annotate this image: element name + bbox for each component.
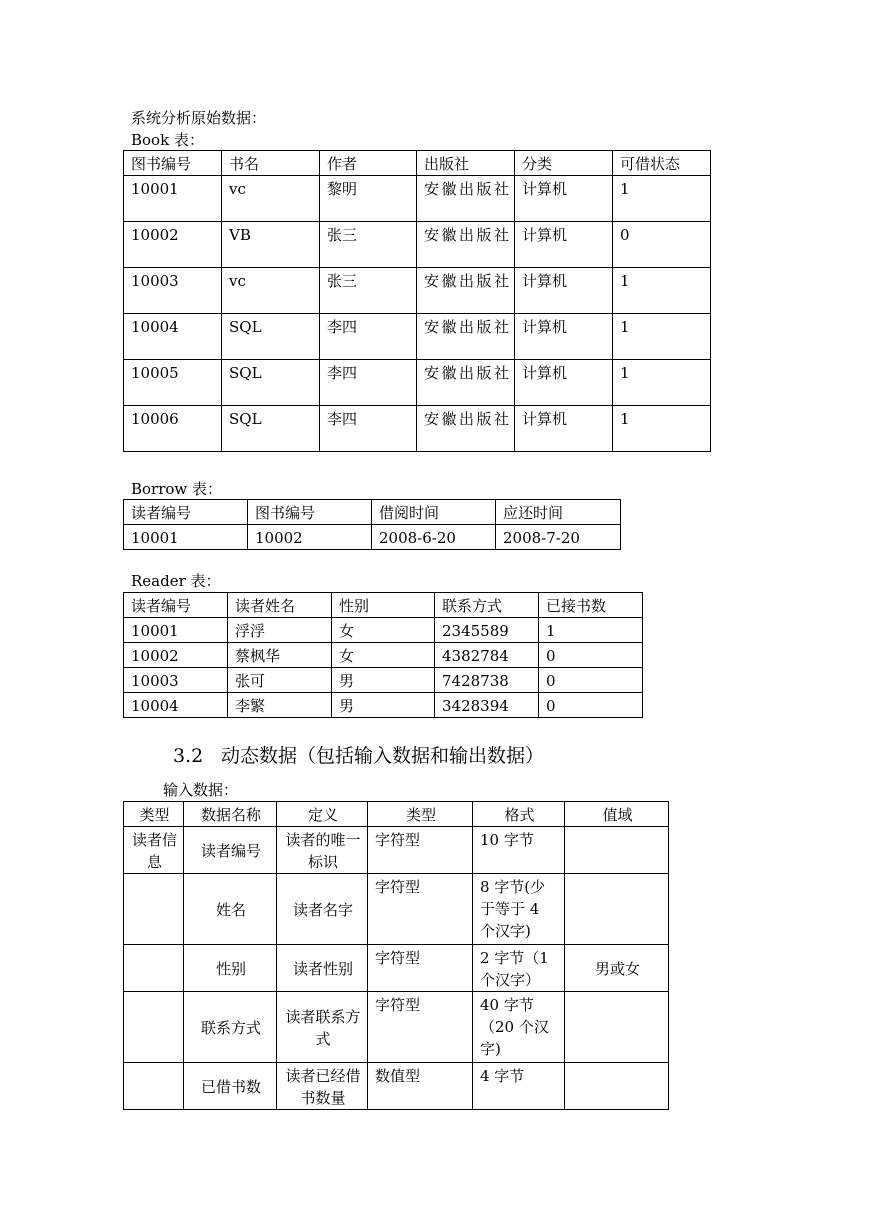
table-cell: 10005	[124, 360, 222, 406]
table-cell: 4382784	[435, 643, 539, 668]
table-cell: vc	[222, 268, 320, 314]
table-cell: 字符型	[368, 874, 473, 945]
table-header-cell: 类型	[124, 802, 184, 827]
table-cell: 浮浮	[228, 618, 332, 643]
table-cell: 李四	[320, 360, 417, 406]
table-cell: 字符型	[368, 945, 473, 992]
table-cell: 安徽出版社	[417, 360, 515, 406]
table-cell	[565, 992, 669, 1063]
table-cell: 10001	[124, 525, 248, 550]
table-cell: 计算机	[515, 314, 613, 360]
table-cell	[124, 992, 184, 1063]
table-cell: 1	[613, 176, 711, 222]
table-cell	[124, 1063, 184, 1110]
table-cell: 张三	[320, 268, 417, 314]
table-cell: 计算机	[515, 360, 613, 406]
table-row	[124, 314, 711, 360]
table-header-cell: 可借状态	[613, 151, 711, 176]
table-cell: 2345589	[435, 618, 539, 643]
table-header-cell: 联系方式	[435, 593, 539, 618]
table-cell	[565, 827, 669, 874]
table-cell: 李繁	[228, 693, 332, 718]
reader-table	[123, 592, 643, 718]
table-cell: 张可	[228, 668, 332, 693]
table-cell: 0	[539, 693, 643, 718]
table-header-row	[124, 802, 669, 827]
table-header-cell: 已接书数	[539, 593, 643, 618]
table-cell: 1	[613, 314, 711, 360]
reader-table-caption: Reader 表：	[131, 572, 221, 590]
table-cell: 读者已经借书数量	[277, 1063, 368, 1110]
table-header-row	[124, 593, 643, 618]
table-cell: 0	[613, 222, 711, 268]
table-cell: 安徽出版社	[417, 176, 515, 222]
table-row	[124, 222, 711, 268]
table-header-cell: 作者	[320, 151, 417, 176]
section-title: 动态数据（包括输入数据和输出数据）	[221, 745, 545, 767]
section-number: 3.2	[173, 745, 204, 767]
table-row	[124, 693, 643, 718]
table-cell: 读者的唯一标识	[277, 827, 368, 874]
table-cell: 2008-6-20	[372, 525, 496, 550]
table-cell: SQL	[222, 360, 320, 406]
table-row	[124, 525, 621, 550]
table-cell: 1	[613, 406, 711, 452]
table-cell: 8 字节(少于等于 4 个汉字)	[473, 874, 565, 945]
input-data-table	[123, 801, 669, 1110]
table-cell: 10001	[124, 618, 228, 643]
borrow-table	[123, 499, 621, 550]
table-cell: 男	[332, 668, 435, 693]
table-cell: 10004	[124, 314, 222, 360]
borrow-table-caption: Borrow 表：	[131, 480, 223, 498]
table-cell	[565, 874, 669, 945]
table-cell: 黎明	[320, 176, 417, 222]
input-table-caption: 输入数据：	[163, 781, 239, 799]
table-cell: 读者联系方式	[277, 992, 368, 1063]
table-cell: SQL	[222, 406, 320, 452]
table-row	[124, 874, 669, 945]
table-row	[124, 668, 643, 693]
table-header-cell: 分类	[515, 151, 613, 176]
table-cell: 10002	[124, 222, 222, 268]
table-row	[124, 268, 711, 314]
table-cell: vc	[222, 176, 320, 222]
table-cell: 10 字节	[473, 827, 565, 874]
table-cell: 安徽出版社	[417, 406, 515, 452]
table-header-cell: 读者编号	[124, 593, 228, 618]
table-cell: SQL	[222, 314, 320, 360]
table-row	[124, 1063, 669, 1110]
table-cell: 安徽出版社	[417, 314, 515, 360]
table-cell: 2 字节（1 个汉字）	[473, 945, 565, 992]
table-cell: 女	[332, 643, 435, 668]
table-cell: 安徽出版社	[417, 268, 515, 314]
table-header-cell: 借阅时间	[372, 500, 496, 525]
table-cell: 计算机	[515, 406, 613, 452]
table-cell: 男	[332, 693, 435, 718]
table-cell: 张三	[320, 222, 417, 268]
table-cell: 读者编号	[184, 827, 277, 874]
table-row	[124, 643, 643, 668]
table-header-cell: 定义	[277, 802, 368, 827]
table-cell: 10002	[124, 643, 228, 668]
table-header-cell: 应还时间	[496, 500, 621, 525]
section-heading	[173, 745, 544, 767]
table-cell: 读者性别	[277, 945, 368, 992]
table-row	[124, 992, 669, 1063]
table-row	[124, 360, 711, 406]
table-header-row	[124, 500, 621, 525]
table-cell: 计算机	[515, 176, 613, 222]
table-cell: 字符型	[368, 827, 473, 874]
table-cell: 7428738	[435, 668, 539, 693]
table-cell: 联系方式	[184, 992, 277, 1063]
table-cell: 计算机	[515, 222, 613, 268]
table-cell: 10001	[124, 176, 222, 222]
table-header-row	[124, 151, 711, 176]
table-cell: 0	[539, 668, 643, 693]
table-header-cell: 读者编号	[124, 500, 248, 525]
table-cell: 10006	[124, 406, 222, 452]
table-header-cell: 书名	[222, 151, 320, 176]
table-header-cell: 图书编号	[248, 500, 372, 525]
table-cell: 字符型	[368, 992, 473, 1063]
table-header-cell: 格式	[473, 802, 565, 827]
table-cell: 李四	[320, 314, 417, 360]
table-cell: 40 字节（20 个汉字)	[473, 992, 565, 1063]
table-cell: 10004	[124, 693, 228, 718]
table-cell: 4 字节	[473, 1063, 565, 1110]
table-cell: VB	[222, 222, 320, 268]
table-cell: 姓名	[184, 874, 277, 945]
table-row	[124, 406, 711, 452]
table-header-cell: 读者姓名	[228, 593, 332, 618]
table-cell: 0	[539, 643, 643, 668]
table-cell: 10002	[248, 525, 372, 550]
table-cell: 男或女	[565, 945, 669, 992]
table-header-cell: 数据名称	[184, 802, 277, 827]
book-table	[123, 150, 711, 452]
table-header-cell: 性别	[332, 593, 435, 618]
table-cell: 1	[539, 618, 643, 643]
table-row	[124, 827, 669, 874]
table-cell: 1	[613, 268, 711, 314]
table-row	[124, 945, 669, 992]
table-row	[124, 176, 711, 222]
table-header-cell: 图书编号	[124, 151, 222, 176]
table-cell: 安徽出版社	[417, 222, 515, 268]
table-cell: 李四	[320, 406, 417, 452]
table-cell: 1	[613, 360, 711, 406]
table-cell: 2008-7-20	[496, 525, 621, 550]
table-cell	[124, 945, 184, 992]
table-header-cell: 出版社	[417, 151, 515, 176]
table-cell: 计算机	[515, 268, 613, 314]
table-cell: 蔡枫华	[228, 643, 332, 668]
book-table-caption: Book 表：	[131, 131, 204, 149]
table-cell	[124, 874, 184, 945]
table-cell: 性别	[184, 945, 277, 992]
intro-text: 系统分析原始数据：	[131, 109, 267, 127]
table-cell: 3428394	[435, 693, 539, 718]
table-cell: 已借书数	[184, 1063, 277, 1110]
table-header-cell: 类型	[368, 802, 473, 827]
table-cell: 读者信息	[124, 827, 184, 874]
table-header-cell: 值域	[565, 802, 669, 827]
table-cell: 女	[332, 618, 435, 643]
table-row	[124, 618, 643, 643]
table-cell: 10003	[124, 268, 222, 314]
table-cell: 10003	[124, 668, 228, 693]
table-cell: 读者名字	[277, 874, 368, 945]
table-cell: 数值型	[368, 1063, 473, 1110]
table-cell	[565, 1063, 669, 1110]
